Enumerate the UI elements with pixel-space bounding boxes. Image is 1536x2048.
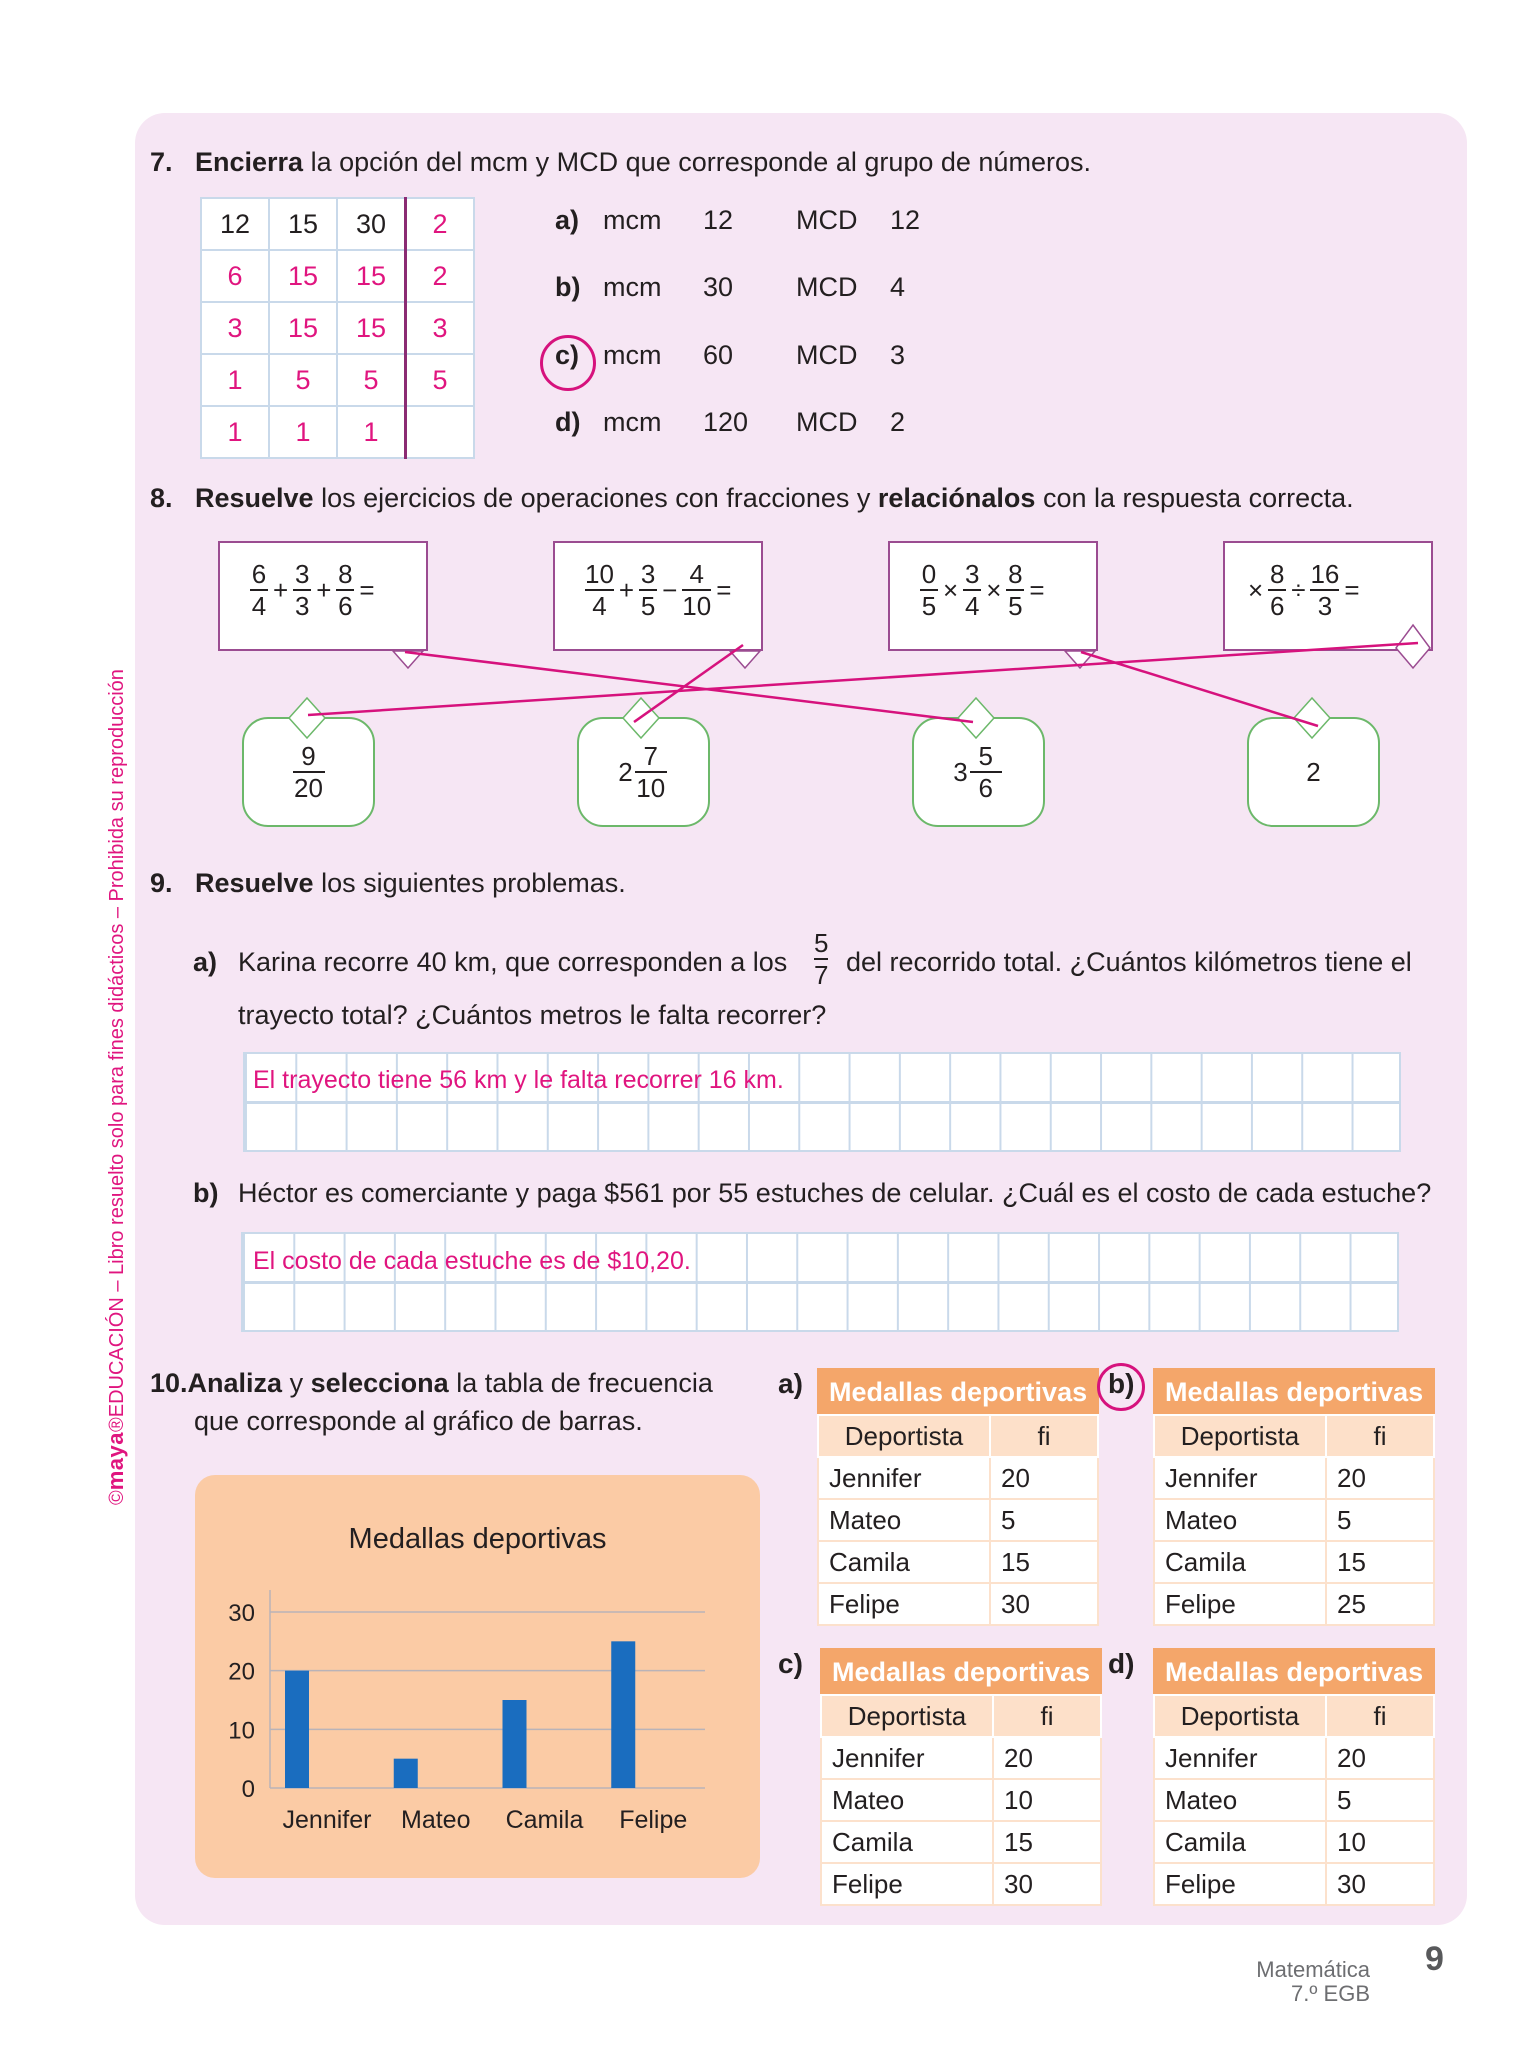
quotient-cell: 1	[201, 354, 269, 406]
fraction-denominator: 5	[921, 591, 937, 621]
q7-instruction: la opción del mcm y MCD que corresponde al grupo de números.	[303, 147, 1091, 177]
problem-a-label: a)	[193, 947, 218, 977]
fraction-numerator: 10	[585, 559, 614, 589]
mcd-label: MCD	[796, 340, 858, 370]
mcm-label: mcm	[603, 407, 662, 437]
q10-verb2: selecciona	[310, 1368, 449, 1398]
fraction-denominator: 4	[964, 591, 980, 621]
operator: +	[316, 574, 332, 605]
fraction-denominator: 10	[636, 773, 666, 803]
athlete-name: Camila	[1154, 1821, 1326, 1863]
connector-diamond-icon	[289, 698, 325, 738]
equals-sign: =	[716, 574, 732, 605]
answer-a-text: El trayecto tiene 56 km y le falta recorrer 16 km.	[253, 1066, 784, 1094]
x-tick-label: Jennifer	[282, 1806, 372, 1834]
table-row	[818, 1457, 1098, 1499]
quotient-cell: 15	[337, 250, 406, 302]
connector-diamond-icon	[1396, 625, 1430, 668]
selected-table-circle	[1097, 1363, 1145, 1411]
mcm-value: 60	[703, 340, 734, 370]
table-header-row	[1154, 1415, 1434, 1457]
quotient-cell: 6	[201, 250, 269, 302]
table-option-label[interactable]: c)	[778, 1648, 803, 1679]
q9-verb: Resuelve	[195, 868, 314, 898]
table-title-row	[821, 1649, 1101, 1695]
q7-verb: Encierra	[195, 147, 304, 177]
fraction-denominator: 10	[682, 591, 712, 621]
frequency-value: 5	[1326, 1779, 1434, 1821]
column-header: fi	[1326, 1695, 1434, 1737]
bar-chart	[195, 1475, 760, 1878]
frequency-value: 25	[1326, 1583, 1434, 1625]
fraction-numerator: 3	[294, 559, 310, 589]
q10-title-line2: que corresponde al gráfico de barras.	[194, 1406, 643, 1436]
grade-level: 7.º EGB	[1291, 1981, 1370, 2006]
quotient-cell: 3	[201, 302, 269, 354]
bar-chart-card	[195, 1475, 760, 1878]
quotient-cell: 30	[337, 198, 406, 250]
divisor-cell: 2	[406, 250, 475, 302]
frequency-value: 20	[990, 1457, 1098, 1499]
fraction-denominator: 7	[814, 960, 829, 990]
option-label: c)	[555, 340, 580, 370]
x-tick-label: Mateo	[401, 1806, 471, 1834]
athlete-name: Camila	[818, 1541, 990, 1583]
q9-number: 9.	[150, 868, 173, 898]
divisor-cell: 3	[406, 302, 475, 354]
quotient-cell: 1	[269, 406, 337, 458]
fraction-denominator: 6	[338, 591, 353, 621]
q9-instruction: los siguientes problemas.	[313, 868, 626, 898]
q10-text1: y	[282, 1368, 311, 1398]
athlete-name: Mateo	[818, 1499, 990, 1541]
table-row	[1154, 1499, 1434, 1541]
athlete-name: Felipe	[818, 1583, 990, 1625]
table-option-label[interactable]: b)	[1108, 1368, 1135, 1399]
page-number: 9	[1425, 1940, 1444, 1978]
table-row	[1154, 1737, 1434, 1779]
q8-instruction-part2: con la respuesta correcta.	[1035, 483, 1354, 513]
athlete-name: Jennifer	[818, 1457, 990, 1499]
bar	[611, 1641, 635, 1788]
q9-title	[150, 868, 626, 899]
fraction-denominator: 5	[1008, 591, 1023, 621]
frequency-value: 30	[990, 1583, 1098, 1625]
fraction-numerator: 7	[643, 741, 658, 771]
table-row	[1154, 1541, 1434, 1583]
frequency-value: 20	[1326, 1737, 1434, 1779]
whole-number: 2	[618, 756, 633, 787]
fraction-numerator: 8	[1269, 559, 1285, 589]
q7-number: 7.	[150, 147, 173, 177]
mcd-value: 4	[890, 272, 906, 302]
problem-a-text-cont: del recorrido total. ¿Cuántos kilómetros tiene el	[846, 947, 1412, 977]
table-row	[821, 1737, 1101, 1779]
frequency-value: 10	[1326, 1821, 1434, 1863]
quotient-cell: 15	[269, 198, 337, 250]
fraction-denominator: 4	[251, 591, 267, 621]
fraction-denominator: 5	[640, 591, 656, 621]
fraction-five-sevenths	[814, 928, 828, 990]
operator: +	[273, 574, 289, 605]
option-label: a)	[555, 205, 580, 235]
fraction-numerator: 9	[301, 741, 316, 771]
quotient-cell: 1	[201, 406, 269, 458]
y-tick-label: 10	[228, 1717, 255, 1745]
athlete-name: Camila	[1154, 1541, 1326, 1583]
athlete-name: Jennifer	[1154, 1457, 1326, 1499]
mcm-value: 12	[703, 205, 734, 235]
fraction-denominator: 3	[1317, 591, 1333, 621]
frequency-value: 30	[993, 1863, 1101, 1905]
column-header: Deportista	[818, 1415, 990, 1457]
table-header-row	[1154, 1695, 1434, 1737]
mcd-label: MCD	[796, 272, 858, 302]
table-title: Medallas deportivas	[818, 1369, 1098, 1415]
frequency-table[interactable]	[1153, 1648, 1435, 1906]
column-header: Deportista	[821, 1695, 993, 1737]
q10-number: 10.	[150, 1368, 188, 1398]
operator: ×	[1248, 574, 1264, 605]
mcd-value: 12	[890, 205, 921, 235]
problem-b-text: Héctor es comerciante y paga $561 por 55 estuches de celular. ¿Cuál es el costo de cada estuche?	[238, 1178, 1432, 1208]
table-option-label[interactable]: d)	[1108, 1648, 1135, 1679]
athlete-name: Jennifer	[1154, 1737, 1326, 1779]
frequency-table[interactable]	[1153, 1368, 1435, 1626]
athlete-name: Jennifer	[821, 1737, 993, 1779]
table-row	[1154, 1821, 1434, 1863]
x-tick-label: Camila	[505, 1806, 584, 1834]
frequency-table[interactable]	[817, 1368, 1099, 1626]
operator: +	[618, 574, 635, 605]
frequency-table[interactable]	[820, 1648, 1102, 1906]
bar	[503, 1700, 527, 1788]
fraction-numerator: 0	[921, 559, 937, 589]
table-row	[818, 1583, 1098, 1625]
connector-diamond-icon	[1294, 698, 1330, 738]
fraction-numerator: 8	[1008, 559, 1023, 589]
table-title-row	[818, 1369, 1098, 1415]
mcd-value: 3	[890, 340, 906, 370]
problem-a-line2: trayecto total? ¿Cuántos metros le falta recorrer?	[238, 1000, 827, 1030]
match-line	[634, 645, 743, 722]
column-header: fi	[993, 1695, 1101, 1737]
operator: ÷	[1291, 574, 1306, 605]
problem-a-line1	[193, 947, 787, 978]
frequency-value: 5	[990, 1499, 1098, 1541]
mcd-value: 2	[890, 407, 906, 437]
table-title-row	[1154, 1649, 1434, 1695]
table-row	[1154, 1779, 1434, 1821]
frequency-value: 30	[1326, 1863, 1434, 1905]
option-label: b)	[555, 272, 581, 302]
divisor-cell: 5	[406, 354, 475, 406]
answer-b-text: El costo de cada estuche es de $10,20.	[253, 1247, 691, 1275]
problem-b-label: b)	[193, 1178, 219, 1208]
column-header: fi	[1326, 1415, 1434, 1457]
table-header-row	[821, 1695, 1101, 1737]
quotient-cell: 1	[337, 406, 406, 458]
frequency-value: 20	[1326, 1457, 1434, 1499]
quotient-cell: 15	[337, 302, 406, 354]
operator: −	[662, 574, 678, 605]
quotient-cell: 15	[269, 250, 337, 302]
fraction-numerator: 6	[251, 559, 267, 589]
athlete-name: Felipe	[1154, 1583, 1326, 1625]
frequency-value: 15	[993, 1821, 1101, 1863]
copyright-notice: ®EDUCACIÓN – Libro resuelto solo para fines didácticos – Prohibida su reproducción	[106, 669, 128, 1432]
bar	[394, 1759, 418, 1788]
operator: ×	[943, 574, 959, 605]
quotient-cell: 5	[337, 354, 406, 406]
problem-a-text: Karina recorre 40 km, que corresponden a los	[238, 947, 788, 977]
fraction-denominator: 20	[294, 773, 323, 803]
fraction-denominator: 4	[592, 591, 607, 621]
fraction-numerator: 5	[814, 928, 829, 958]
brand-logo: maya	[103, 1431, 128, 1491]
table-title: Medallas deportivas	[1154, 1369, 1434, 1415]
athlete-name: Felipe	[1154, 1863, 1326, 1905]
mcm-value: 30	[703, 272, 734, 302]
fraction-denominator: 3	[294, 591, 310, 621]
x-tick-label: Felipe	[619, 1806, 688, 1834]
quotient-cell: 5	[269, 354, 337, 406]
table-row	[818, 1499, 1098, 1541]
equals-sign: =	[1029, 574, 1045, 605]
column-header: fi	[990, 1415, 1098, 1457]
athlete-name: Mateo	[1154, 1499, 1326, 1541]
table-header-row	[818, 1415, 1098, 1457]
mcm-label: mcm	[603, 340, 662, 370]
connector-diamond-icon	[958, 698, 994, 738]
fraction-denominator: 6	[978, 773, 993, 803]
table-row	[1154, 1457, 1434, 1499]
fraction-numerator: 8	[338, 559, 353, 589]
mcd-label: MCD	[796, 407, 858, 437]
athlete-name: Camila	[821, 1821, 993, 1863]
chart-title: Medallas deportivas	[348, 1523, 607, 1555]
option-label: d)	[555, 407, 581, 437]
frequency-value: 15	[990, 1541, 1098, 1583]
table-row	[1154, 1583, 1434, 1625]
equals-sign: =	[359, 574, 375, 605]
table-row	[821, 1779, 1101, 1821]
frequency-value: 20	[993, 1737, 1101, 1779]
copyright-symbol: ©	[106, 1490, 128, 1505]
frequency-value: 10	[993, 1779, 1101, 1821]
whole-number: 3	[953, 756, 968, 787]
frequency-value: 15	[1326, 1541, 1434, 1583]
mcm-label: mcm	[603, 205, 662, 235]
athlete-name: Felipe	[821, 1863, 993, 1905]
q10-title	[150, 1368, 713, 1399]
table-option-label[interactable]: a)	[778, 1368, 803, 1399]
column-header: Deportista	[1154, 1695, 1326, 1737]
fraction-numerator: 3	[964, 559, 980, 589]
quotient-cell: 12	[201, 198, 269, 250]
fraction-numerator: 5	[978, 741, 993, 771]
fraction-denominator: 6	[1269, 591, 1285, 621]
match-line	[405, 652, 973, 722]
mcd-label: MCD	[796, 205, 858, 235]
table-row	[1154, 1863, 1434, 1905]
mcm-label: mcm	[603, 272, 662, 302]
column-header: Deportista	[1154, 1415, 1326, 1457]
divisor-cell: 2	[406, 198, 475, 250]
equals-sign: =	[1344, 574, 1360, 605]
subject-name: Matemática	[1256, 1957, 1370, 1982]
table-title-row	[1154, 1369, 1434, 1415]
q8-number: 8.	[150, 483, 173, 513]
athlete-name: Mateo	[821, 1779, 993, 1821]
fraction-numerator: 4	[689, 559, 704, 589]
table-row	[821, 1863, 1101, 1905]
connector-triangle-icon	[730, 651, 760, 668]
q8-verb2: relaciónalos	[877, 483, 1036, 513]
q10-verb1: Analiza	[187, 1368, 283, 1398]
mcm-value: 120	[703, 407, 749, 437]
whole-number: 2	[1306, 756, 1321, 787]
quotient-cell: 15	[269, 302, 337, 354]
table-title: Medallas deportivas	[1154, 1649, 1434, 1695]
table-row	[821, 1821, 1101, 1863]
q10-text2: la tabla de frecuencia	[448, 1368, 713, 1398]
table-title: Medallas deportivas	[821, 1649, 1101, 1695]
frequency-value: 5	[1326, 1499, 1434, 1541]
operator: ×	[986, 574, 1002, 605]
y-tick-label: 30	[228, 1600, 255, 1627]
q8-instruction-part1: los ejercicios de operaciones con fracciones y	[313, 483, 878, 513]
q8-verb: Resuelve	[195, 483, 314, 513]
athlete-name: Mateo	[1154, 1779, 1326, 1821]
bar	[285, 1671, 309, 1788]
footer-subject	[1160, 1958, 1370, 2006]
fraction-numerator: 16	[1310, 559, 1340, 589]
table-row	[818, 1541, 1098, 1583]
fraction-numerator: 3	[640, 559, 656, 589]
y-tick-label: 20	[228, 1658, 255, 1686]
problem-b	[193, 1178, 1431, 1209]
y-tick-label: 0	[241, 1776, 255, 1803]
